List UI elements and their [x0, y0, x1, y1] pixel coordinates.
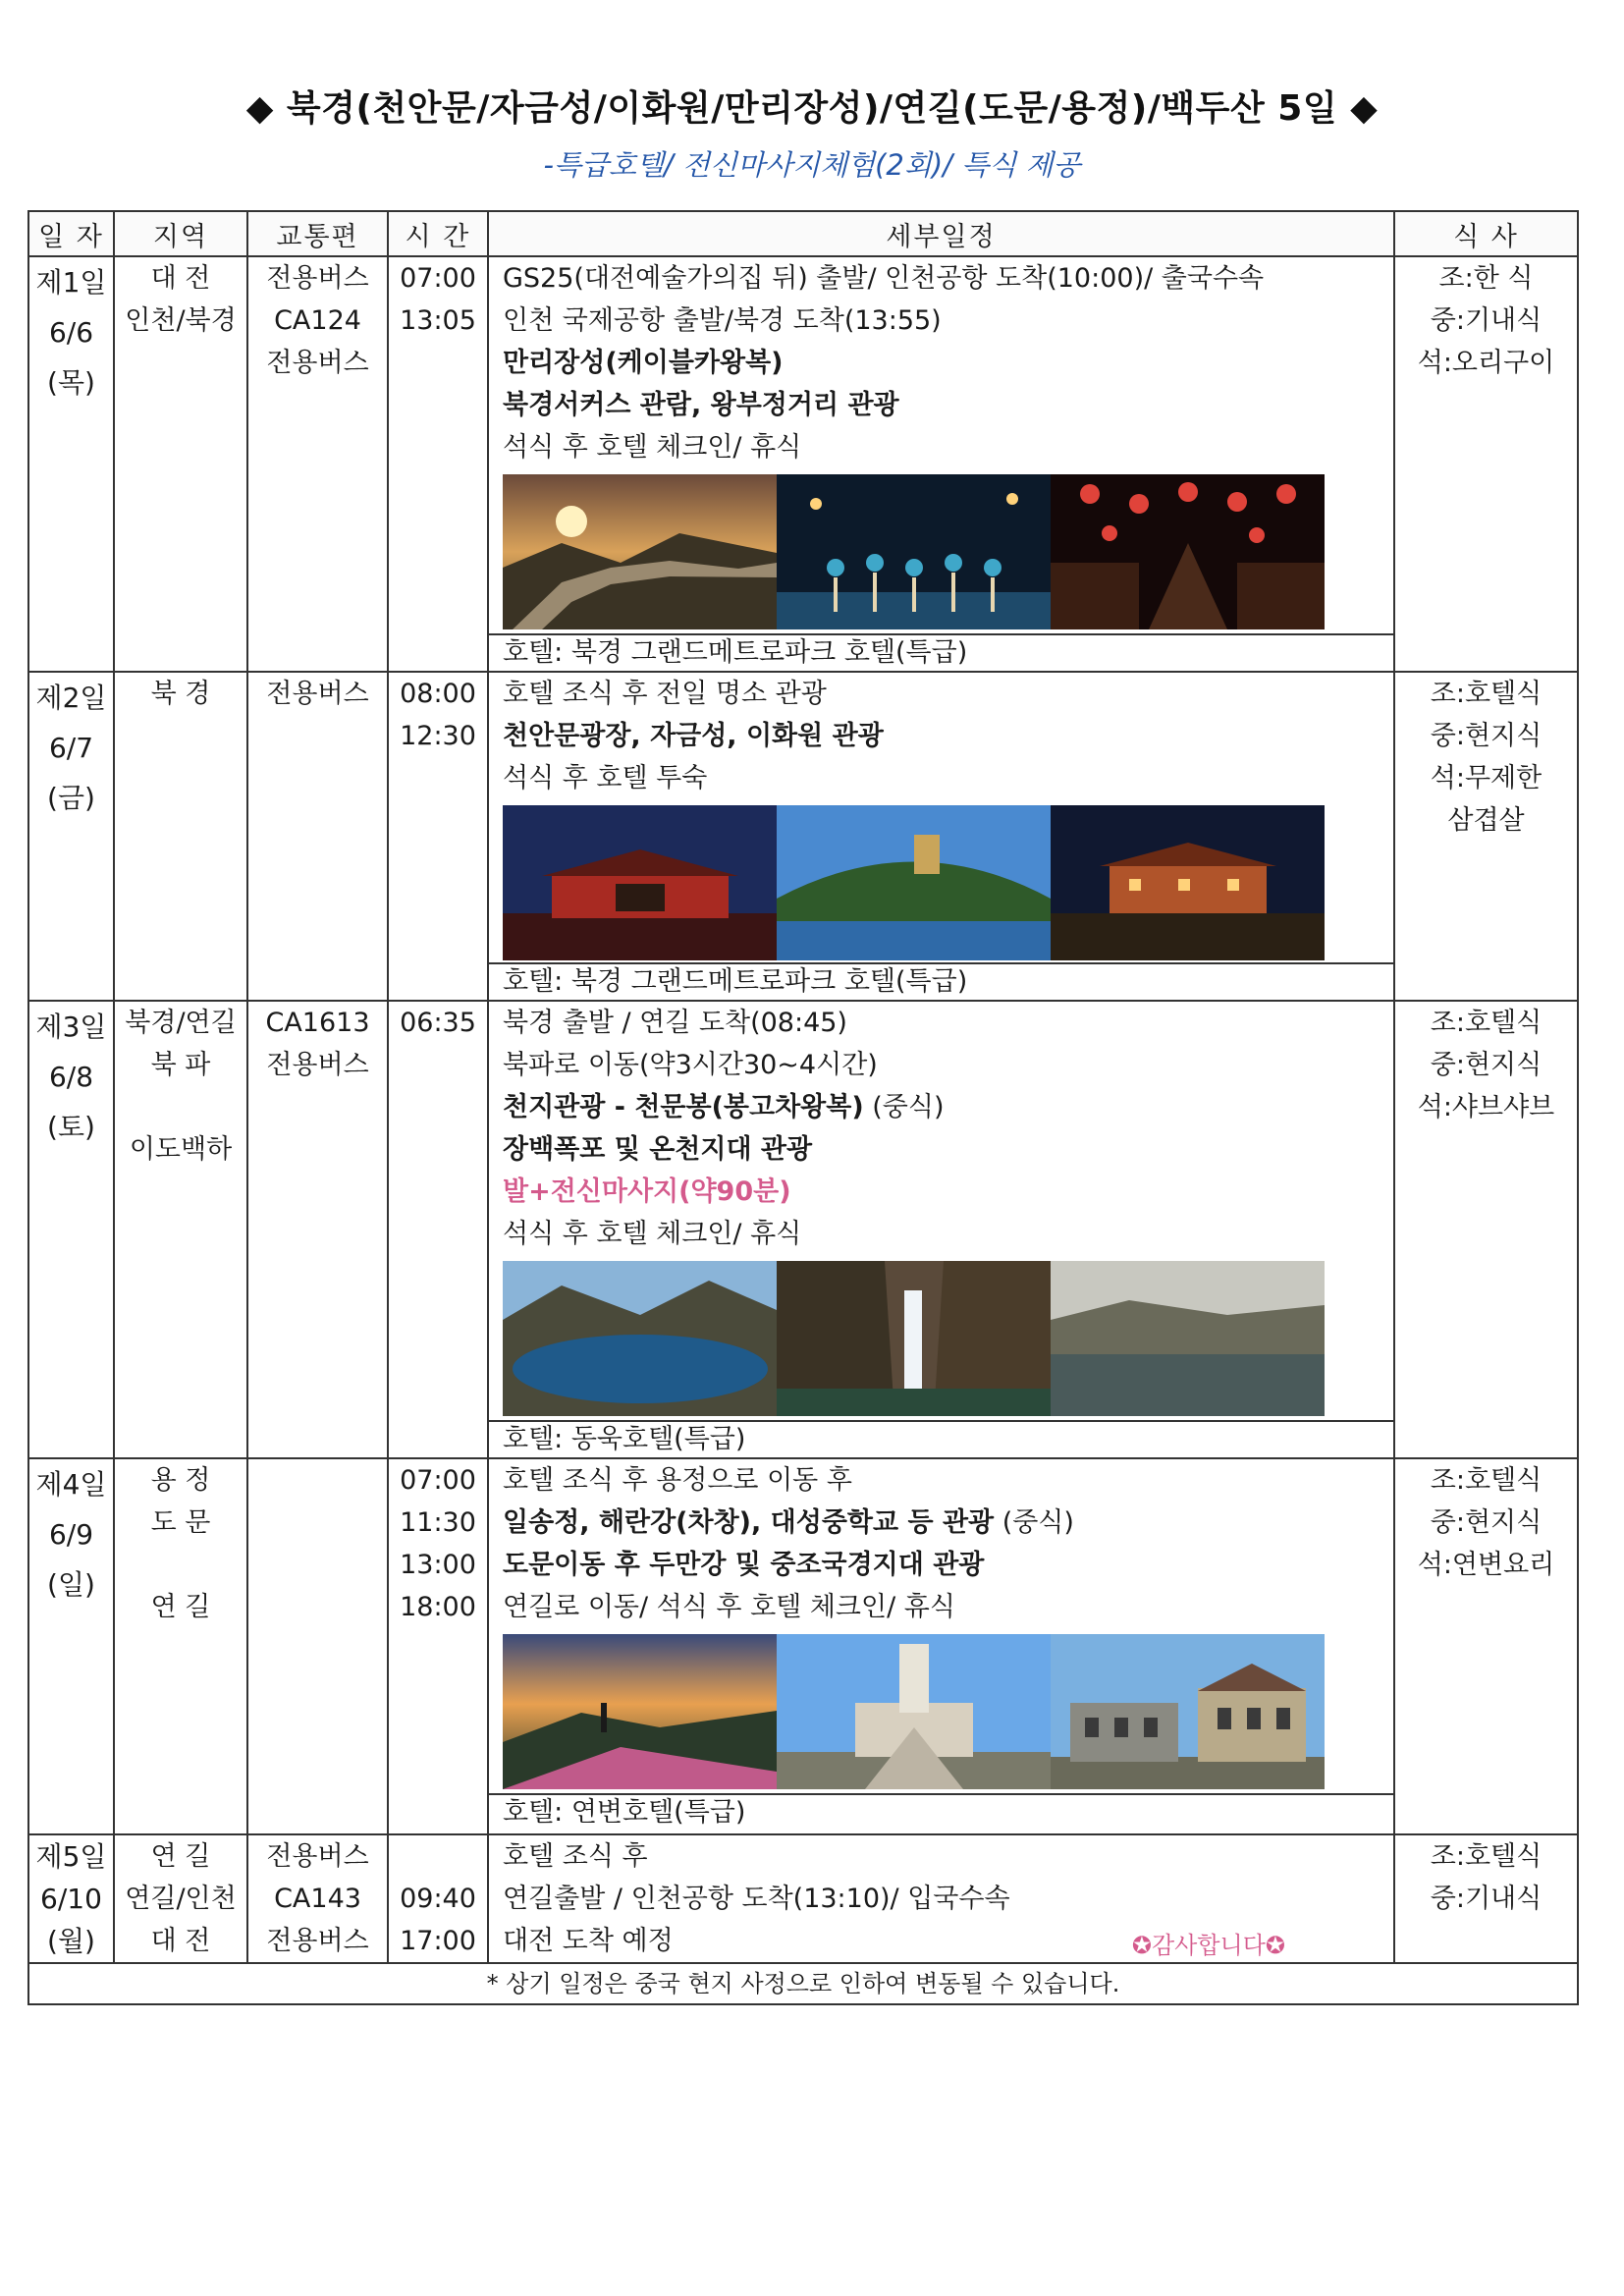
schedule-line: 북파로 이동(약3시간30~4시간) — [503, 1050, 878, 1080]
forbidden-city-night-photo — [1051, 805, 1325, 960]
schedule-line: 북경서커스 관람, 왕부정거리 관광 — [503, 390, 899, 420]
region-text: 북 경 — [150, 679, 211, 709]
schedule-line: GS25(대전예술가의집 뒤) 출발/ 인천공항 도착(10:00)/ 출국수속 — [503, 263, 1265, 294]
header-time: 시 간 — [388, 211, 488, 256]
schedule-line: 인천 국제공항 출발/북경 도착(13:55) — [503, 305, 942, 336]
day-cell — [28, 1001, 114, 1458]
schedule-line: 천안문광장, 자금성, 이화원 관광 — [503, 721, 884, 751]
massage-line: 발+전신마사지(약90분) — [503, 1176, 791, 1207]
header-transport: 교통편 — [247, 211, 388, 256]
transport-text: 전용버스 CA124 전용버스 — [266, 263, 369, 378]
photo-strip — [503, 474, 1393, 629]
schedule-cell — [488, 1458, 1394, 1834]
photo-strip — [503, 1634, 1393, 1789]
day-date: 6/8 — [48, 1061, 94, 1093]
schedule-line: 연길출발 / 인천공항 도착(13:10)/ 입국수속 — [503, 1884, 1010, 1914]
tiananmen-photo — [503, 805, 777, 960]
time-text: 08:00 12:30 — [400, 679, 476, 751]
page-title: ◆ 북경(천안문/자금성/이화원/만리장성)/연길(도문/용정)/백두산 5일 ◆ — [245, 88, 1379, 129]
day-label: 제2일 — [35, 682, 107, 714]
schedule-line — [489, 1086, 1393, 1128]
schedule-cell — [488, 672, 1394, 1001]
schedule-line: 북경 출발 / 연길 도착(08:45) — [503, 1008, 847, 1038]
transport-text: 전용버스 — [266, 679, 369, 709]
wangfujing-street-photo — [1051, 474, 1325, 629]
transport-text: 전용버스 CA143 전용버스 — [266, 1841, 369, 1956]
schedule-cell — [488, 256, 1394, 672]
region-text: 대 전 인천/북경 — [125, 263, 237, 336]
photo-strip — [503, 1261, 1393, 1416]
table-row-day-2 — [28, 672, 1578, 1001]
meal-text: 조:호텔식 중:기내식 — [1430, 1841, 1543, 1914]
great-wall-photo — [503, 474, 777, 629]
schedule-line: 도문이동 후 두만강 및 중조국경지대 관광 — [503, 1550, 985, 1580]
table-row-day-1 — [28, 256, 1578, 672]
header-date: 일 자 — [28, 211, 114, 256]
tumen-monument-photo — [777, 1634, 1051, 1789]
schedule-line: 석식 후 호텔 체크인/ 휴식 — [503, 1219, 802, 1249]
day-weekday: (토) — [47, 1111, 95, 1143]
schedule-cell — [488, 1001, 1394, 1458]
day-cell — [28, 1458, 114, 1834]
schedule-line: 만리장성(케이블카왕복) — [503, 348, 784, 378]
summer-palace-photo — [777, 805, 1051, 960]
day-label: 제4일 — [35, 1468, 107, 1501]
table-row-day-3 — [28, 1001, 1578, 1458]
schedule-cell — [488, 1834, 1394, 1963]
time-text: 06:35 — [400, 1008, 476, 1038]
hot-spring-area-photo — [1051, 1261, 1325, 1416]
day-label: 제5일 — [35, 1840, 107, 1873]
region-text: 용 정 도 문 연 길 — [150, 1465, 211, 1622]
day-cell — [28, 256, 114, 672]
day-label: 제3일 — [35, 1011, 107, 1043]
footnote: * 상기 일정은 중국 현지 사정으로 인하여 변동될 수 있습니다. — [28, 1963, 1578, 2004]
schedule-line: 호텔 조식 후 — [503, 1841, 648, 1872]
changbai-waterfall-photo — [777, 1261, 1051, 1416]
day-label: 제1일 — [35, 266, 107, 299]
page-subtitle: -특급호텔/ 전신마사지체험(2회)/ 특식 제공 — [543, 148, 1081, 182]
day-cell — [28, 1834, 114, 1963]
table-row-day-5 — [28, 1834, 1578, 1963]
day-cell — [28, 672, 114, 1001]
schedule-line: 석식 후 호텔 체크인/ 휴식 — [503, 432, 802, 463]
hotel-info: 호텔: 연변호텔(특급) — [489, 1793, 1393, 1831]
day-date: 6/9 — [48, 1518, 94, 1551]
schedule-line: 호텔 조식 후 용정으로 이동 후 — [503, 1465, 852, 1496]
lunch-note: (중식) — [863, 1092, 945, 1122]
meal-text: 조:한 식 중:기내식 석:오리구이 — [1417, 263, 1555, 378]
meal-text: 조:호텔식 중:현지식 석:샤브샤브 — [1417, 1008, 1555, 1122]
hotel-info: 호텔: 북경 그랜드메트로파크 호텔(특급) — [489, 633, 1393, 671]
hotel-info: 호텔: 동욱호텔(특급) — [489, 1420, 1393, 1457]
heaven-lake-photo — [503, 1261, 777, 1416]
schedule-line: 석식 후 호텔 투숙 — [503, 763, 708, 793]
time-text: 07:00 13:05 — [400, 263, 476, 336]
schedule-line — [489, 1502, 1393, 1544]
hotel-info: 호텔: 북경 그랜드메트로파크 호텔(특급) — [489, 962, 1393, 1000]
day-weekday: (금) — [47, 782, 95, 814]
day-weekday: (일) — [47, 1568, 95, 1601]
footnote-row — [28, 1963, 1578, 2004]
thanks-stamp: ✪감사합니다✪ — [1131, 1932, 1285, 1959]
header-meal: 식 사 — [1394, 211, 1578, 256]
daesung-school-photo — [1051, 1634, 1325, 1789]
schedule-line-text: 일송정, 해란강(차창), 대성중학교 등 관광 — [503, 1507, 995, 1538]
header-region: 지역 — [114, 211, 247, 256]
itinerary-table — [27, 210, 1579, 2005]
time-text: 09:40 17:00 — [400, 1884, 476, 1956]
time-text: 07:00 11:30 13:00 18:00 — [400, 1465, 476, 1622]
ilsongjeong-sunset-photo — [503, 1634, 777, 1789]
day-weekday: (목) — [47, 366, 95, 399]
region-text: 북경/연길 북 파 이도백하 — [125, 1008, 237, 1165]
schedule-line: 호텔 조식 후 전일 명소 관광 — [503, 679, 827, 709]
photo-strip — [503, 805, 1393, 958]
circus-photo — [777, 474, 1051, 629]
meal-text: 조:호텔식 중:현지식 석:무제한 삼겹살 — [1430, 679, 1543, 836]
header-schedule: 세부일정 — [488, 211, 1394, 256]
meal-text: 조:호텔식 중:현지식 석:연변요리 — [1417, 1465, 1555, 1580]
schedule-line-text: 천지관광 - 천문봉(봉고차왕복) — [503, 1092, 864, 1122]
day-weekday: (월) — [47, 1925, 95, 1957]
schedule-line: 대전 도착 예정 — [503, 1926, 674, 1956]
transport-text: CA1613 전용버스 — [265, 1008, 370, 1080]
day-date: 6/7 — [48, 732, 94, 764]
schedule-line: 장백폭포 및 온천지대 관광 — [503, 1134, 813, 1165]
day-date: 6/10 — [40, 1883, 102, 1915]
table-row-day-4 — [28, 1458, 1578, 1834]
day-date: 6/6 — [48, 316, 94, 349]
schedule-line: 연길로 이동/ 석식 후 호텔 체크인/ 휴식 — [503, 1592, 955, 1622]
table-header-row — [28, 211, 1578, 256]
region-text: 연 길 연길/인천 대 전 — [125, 1841, 237, 1956]
lunch-note: (중식) — [994, 1507, 1074, 1538]
